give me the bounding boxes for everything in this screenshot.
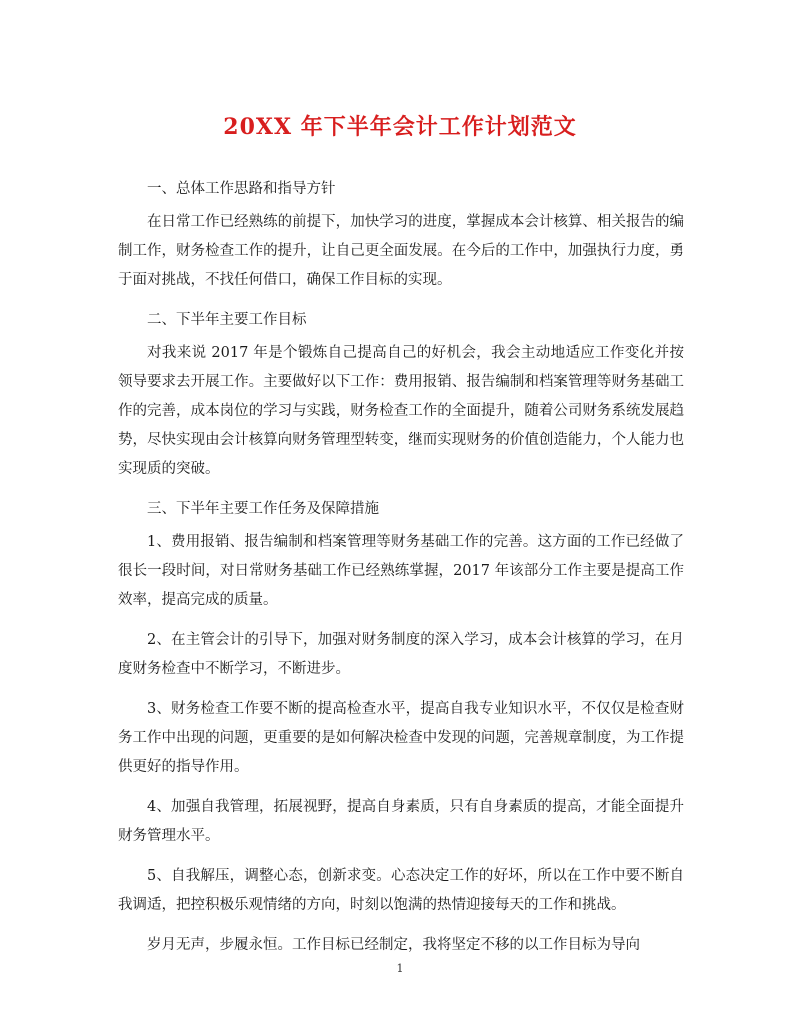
page-number: 1 <box>396 962 404 975</box>
paragraph: 在日常工作已经熟练的前提下，加快学习的进度，掌握成本会计核算、相关报告的编制工作，财务检查工作的提升，让自己更全面发展。在今后的工作中，加强执行力度，勇于面对挑战，不找任何借口，确保工作目标的实现。 <box>118 214 684 288</box>
document-title: 20XX 年下半年会计工作计划范文 <box>223 114 577 140</box>
document-body <box>118 175 684 971</box>
section-heading-2: 二、下半年主要工作目标 <box>147 312 307 328</box>
paragraph: 3、财务检查工作要不断的提高检查水平，提高自我专业知识水平，不仅仅是检查财务工作中出现的问题，更重要的是如何解决检查中发现的问题，完善规章制度，为工作提供更好的指导作用。 <box>118 701 684 775</box>
section-heading-3: 三、下半年主要工作任务及保障措施 <box>147 501 379 517</box>
paragraph: 岁月无声，步履永恒。工作目标已经制定，我将坚定不移的以工作目标为导向 <box>147 937 640 953</box>
paragraph: 5、自我解压，调整心态，创新求变。心态决定工作的好坏，所以在工作中要不断自我调适，把控积极乐观情绪的方向，时刻以饱满的热情迎接每天的工作和挑战。 <box>118 868 684 913</box>
section-heading-1: 一、总体工作思路和指导方针 <box>147 181 336 197</box>
paragraph: 4、加强自我管理，拓展视野，提高自身素质，只有自身素质的提高，才能全面提升财务管理水平。 <box>118 799 684 844</box>
paragraph: 1、费用报销、报告编制和档案管理等财务基础工作的完善。这方面的工作已经做了很长一段时间，对日常财务基础工作已经熟练掌握，2017 年该部分工作主要是提高工作效率，提高完成的质量。 <box>118 534 684 608</box>
paragraph: 对我来说 2017 年是个锻炼自己提高自己的好机会，我会主动地适应工作变化并按领导要求去开展工作。主要做好以下工作：费用报销、报告编制和档案管理等财务基础工作的完善，成本岗位的学习与实践，财务检查工作的全面提升，随着公司财务系统发展趋势，尽快实现由会计核算向财务管理型转变，继而实现财务的价值创造能力，个人能力也实现质的突破。 <box>118 345 684 477</box>
paragraph: 2、在主管会计的引导下，加强对财务制度的深入学习，成本会计核算的学习，在月度财务检查中不断学习，不断进步。 <box>118 632 684 677</box>
